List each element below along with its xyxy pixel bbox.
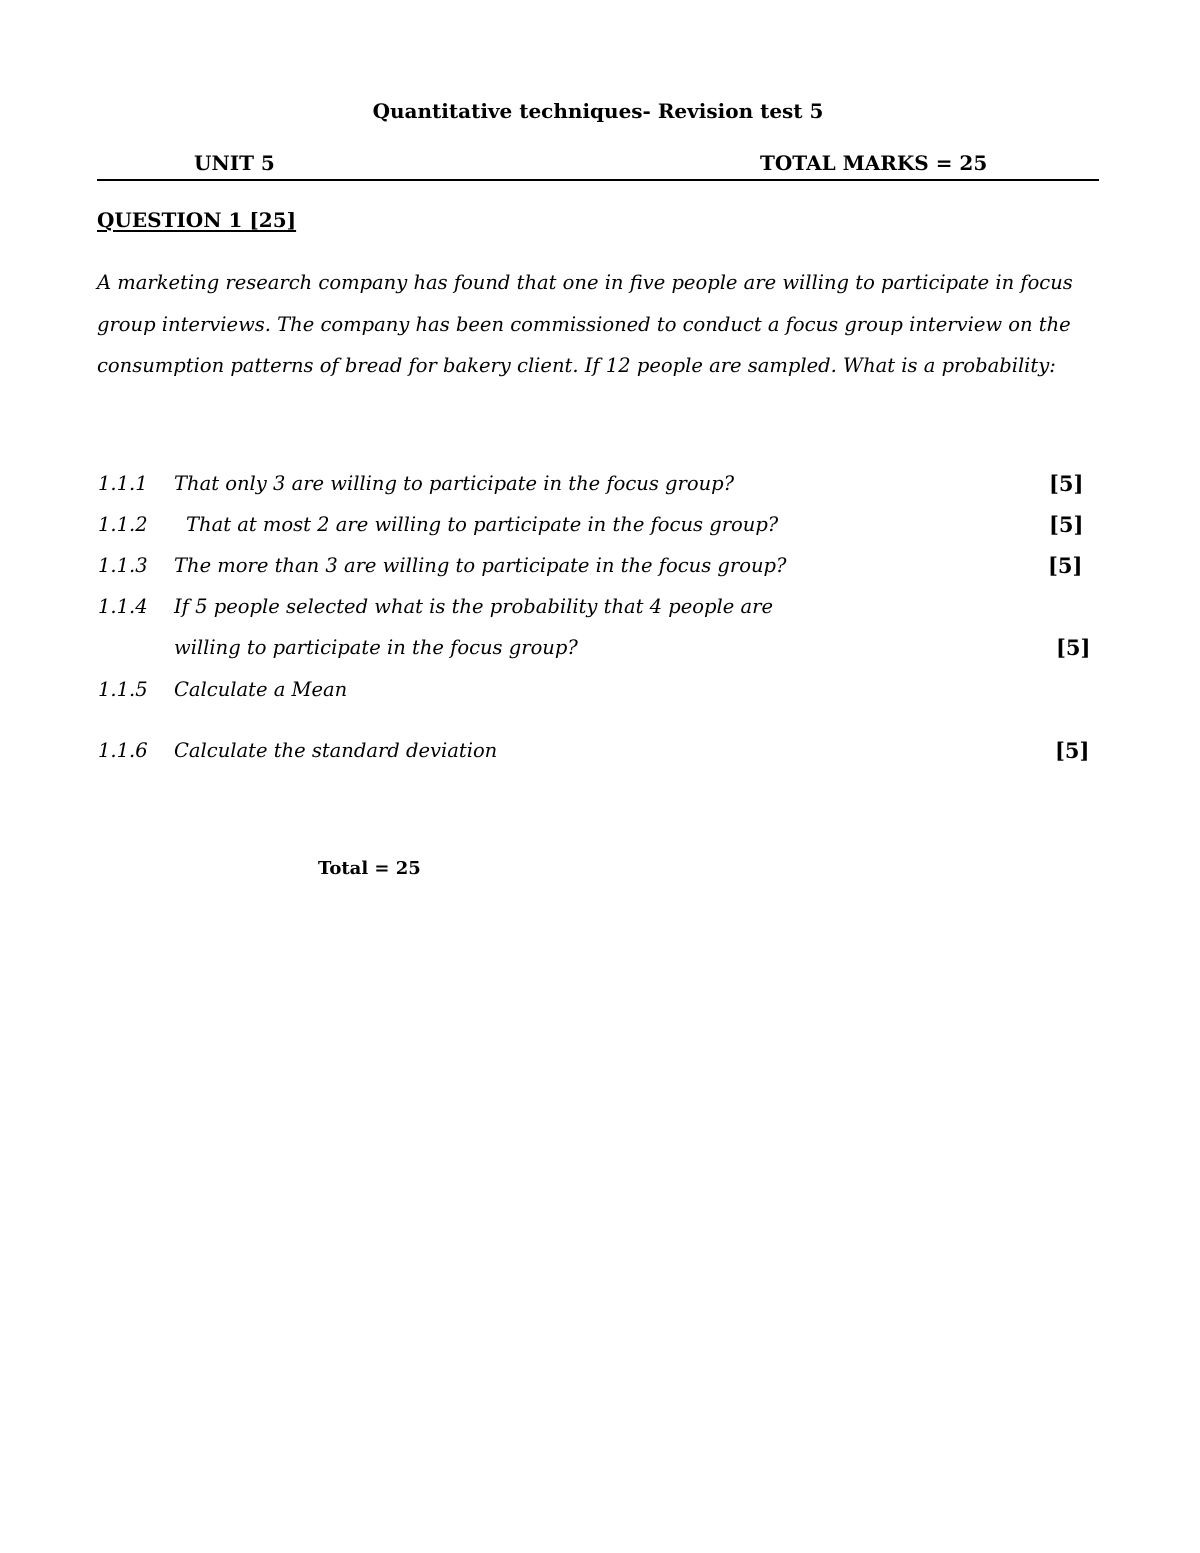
intro-line: A marketing research company has found that one in five people are willing to participate in focus — [97, 271, 1073, 294]
item-marks: [5] — [1055, 738, 1090, 763]
item-number: 1.1.2 — [98, 513, 148, 536]
item-text: If 5 people selected what is the probability that 4 people are — [174, 595, 773, 618]
item-number: 1.1.3 — [98, 554, 148, 577]
item-text: That only 3 are willing to participate in the focus group? — [174, 472, 735, 495]
item-text: That at most 2 are willing to participate in the focus group? — [186, 513, 779, 536]
item-text-continued: willing to participate in the focus group? — [174, 636, 578, 659]
item-marks: [5] — [1049, 471, 1084, 496]
intro-line: group interviews. The company has been commissioned to conduct a focus group interview on the — [97, 312, 1071, 336]
question-heading: QUESTION 1 [25] — [97, 208, 297, 232]
item-number: 1.1.5 — [98, 678, 148, 701]
item-number: 1.1.6 — [98, 739, 148, 762]
item-number: 1.1.1 — [98, 472, 148, 495]
item-text: The more than 3 are willing to participate in the focus group? — [174, 554, 787, 577]
item-text: Calculate the standard deviation — [174, 739, 498, 762]
intro-line: consumption patterns of bread for bakery client. If 12 people are sampled. What is a probability: — [97, 354, 1056, 377]
total-score: Total = 25 — [318, 858, 421, 879]
item-marks: [5] — [1049, 512, 1084, 537]
item-text: Calculate a Mean — [174, 678, 348, 701]
item-number: 1.1.4 — [98, 595, 148, 618]
total-marks-label: TOTAL MARKS = 25 — [760, 151, 988, 175]
question-intro — [97, 262, 1073, 387]
item-marks: [5] — [1048, 553, 1083, 578]
item-marks: [5] — [1056, 635, 1091, 660]
unit-label: UNIT 5 — [194, 151, 275, 175]
header-divider — [97, 179, 1099, 181]
document-title: Quantitative techniques- Revision test 5 — [372, 99, 824, 123]
